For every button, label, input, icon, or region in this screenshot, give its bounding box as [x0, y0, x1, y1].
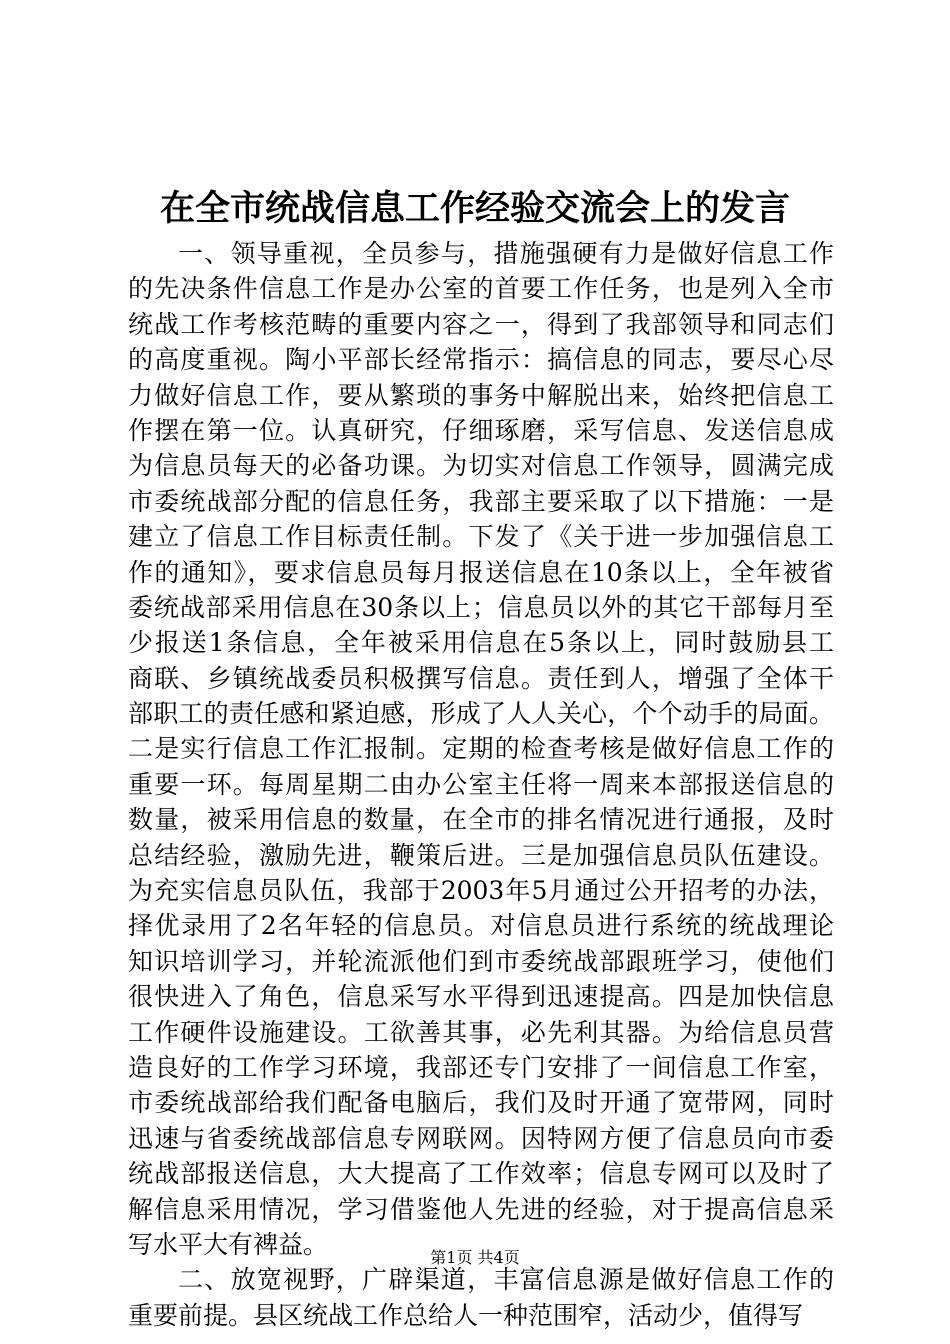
body-line: 市委统战部给我们配备电脑后，我们及时开通了宽带网，同时: [128, 1088, 834, 1118]
body-line: 作的通知》，要求信息员每月报送信息在10条以上，全年被省: [128, 557, 834, 587]
body-line: 部职工的责任感和紧迫感，形成了人人关心，个个动手的局面。: [128, 699, 834, 729]
body-line: 一、领导重视，全员参与，措施强硬有力是做好信息工作: [178, 239, 834, 268]
body-line: 统战工作考核范畴的重要内容之一，得到了我部领导和同志们: [128, 309, 834, 339]
body-line: 重要一环。每周星期二由办公室主任将一周来本部报送信息的: [128, 769, 834, 799]
body-line: 知识培训学习，并轮流派他们到市委统战部跟班学习，使他们: [128, 946, 834, 976]
body-line: 造良好的工作学习环境，我部还专门安排了一间信息工作室，: [128, 1052, 834, 1082]
page-footer: 第1页 共4页: [430, 1248, 520, 1267]
body-line: 择优录用了2名年轻的信息员。对信息员进行系统的统战理论: [128, 911, 834, 941]
document-title: 在全市统战信息工作经验交流会上的发言: [159, 188, 790, 229]
body-line: 的先决条件信息工作是办公室的首要工作任务，也是列入全市: [128, 274, 834, 304]
body-line: 总结经验，激励先进，鞭策后进。三是加强信息员队伍建设。: [128, 840, 834, 870]
document-body: [128, 236, 834, 1333]
body-line: 为信息员每天的必备功课。为切实对信息工作领导，圆满完成: [128, 451, 834, 481]
body-line: 力做好信息工作，要从繁琐的事务中解脱出来，始终把信息工: [128, 380, 834, 410]
body-line: 工作硬件设施建设。工欲善其事，必先利其器。为给信息员营: [128, 1017, 834, 1047]
body-line: 迅速与省委统战部信息专网联网。因特网方便了信息员向市委: [128, 1123, 834, 1153]
body-line: 为充实信息员队伍，我部于2003年5月通过公开招考的办法，: [128, 876, 834, 906]
body-line: 委统战部采用信息在30条以上；信息员以外的其它干部每月至: [128, 592, 834, 622]
body-line: 二是实行信息工作汇报制。定期的检查考核是做好信息工作的: [128, 734, 834, 764]
body-line: 统战部报送信息，大大提高了工作效率；信息专网可以及时了: [128, 1159, 834, 1189]
body-line: 商联、乡镇统战委员积极撰写信息。责任到人，增强了全体干: [128, 663, 834, 693]
body-line: 数量，被采用信息的数量，在全市的排名情况进行通报，及时: [128, 805, 834, 835]
body-line: 写水平大有裨益。: [128, 1229, 329, 1259]
body-line: 少报送1条信息，全年被采用信息在5条以上，同时鼓励县工: [128, 628, 834, 658]
body-line: 重要前提。县区统战工作总给人一种范围窄，活动少，值得写: [128, 1300, 804, 1330]
body-line: 解信息采用情况，学习借鉴他人先进的经验，对于提高信息采: [128, 1194, 834, 1224]
body-line: 市委统战部分配的信息任务，我部主要采取了以下措施：一是: [128, 486, 834, 516]
body-line: 作摆在第一位。认真研究，仔细琢磨，采写信息、发送信息成: [128, 415, 834, 445]
body-line: 很快进入了角色，信息采写水平得到迅速提高。四是加快信息: [128, 982, 834, 1012]
body-line: 二、放宽视野，广辟渠道，丰富信息源是做好信息工作的: [178, 1265, 834, 1295]
body-line: 建立了信息工作目标责任制。下发了《关于进一步加强信息工: [128, 522, 834, 552]
body-line: 的高度重视。陶小平部长经常指示：搞信息的同志，要尽心尽: [128, 345, 834, 375]
